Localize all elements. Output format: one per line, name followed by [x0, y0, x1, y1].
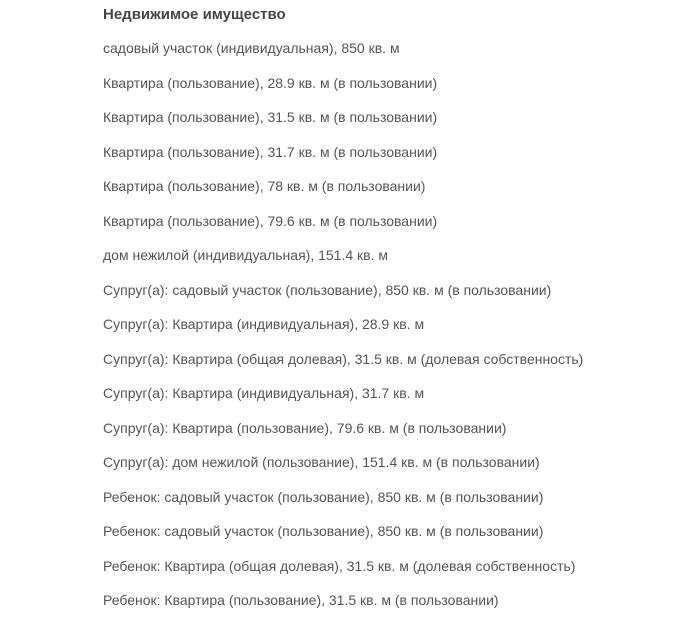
property-item: Ребенок: садовый участок (пользование), 850 кв. м (в пользовании) — [103, 523, 544, 539]
property-item: Супруг(а): дом нежилой (пользование), 151.4 кв. м (в пользовании) — [103, 454, 540, 470]
section-title: Недвижимое имущество — [103, 6, 286, 23]
property-list — [103, 26, 673, 610]
property-item: Ребенок: Квартира (общая долевая), 31.5 кв. м (долевая собственность) — [103, 557, 576, 574]
property-item: Супруг(а): Квартира (общая долевая), 31.5 кв. м (долевая собственность) — [103, 350, 584, 367]
property-item: Квартира (пользование), 31.5 кв. м (в пользовании) — [103, 109, 438, 125]
property-item: Квартира (пользование), 79.6 кв. м (в пользовании) — [103, 212, 438, 229]
property-item: Квартира (пользование), 28.9 кв. м (в пользовании) — [103, 74, 438, 91]
property-item: Квартира (пользование), 31.7 кв. м (в пользовании) — [103, 143, 438, 160]
real-estate-section — [103, 4, 673, 625]
property-item: Ребенок: Квартира (пользование), 31.5 кв. м (в пользовании) — [103, 592, 499, 608]
property-item: Супруг(а): Квартира (пользование), 79.6 кв. м (в пользовании) — [103, 419, 507, 436]
property-item: Супруг(а): садовый участок (пользование), 850 кв. м (в пользовании) — [103, 281, 552, 298]
property-item: Супруг(а): Квартира (индивидуальная), 28.9 кв. м — [103, 316, 425, 332]
property-item: садовый участок (индивидуальная), 850 кв. м — [103, 40, 400, 56]
property-item: Квартира (пользование), 78 кв. м (в пользовании) — [103, 178, 426, 194]
property-item: дом нежилой (индивидуальная), 151.4 кв. м — [103, 247, 388, 263]
property-item: Ребенок: садовый участок (пользование), 850 кв. м (в пользовании) — [103, 488, 544, 505]
property-item: Супруг(а): Квартира (индивидуальная), 31.7 кв. м — [103, 385, 425, 401]
